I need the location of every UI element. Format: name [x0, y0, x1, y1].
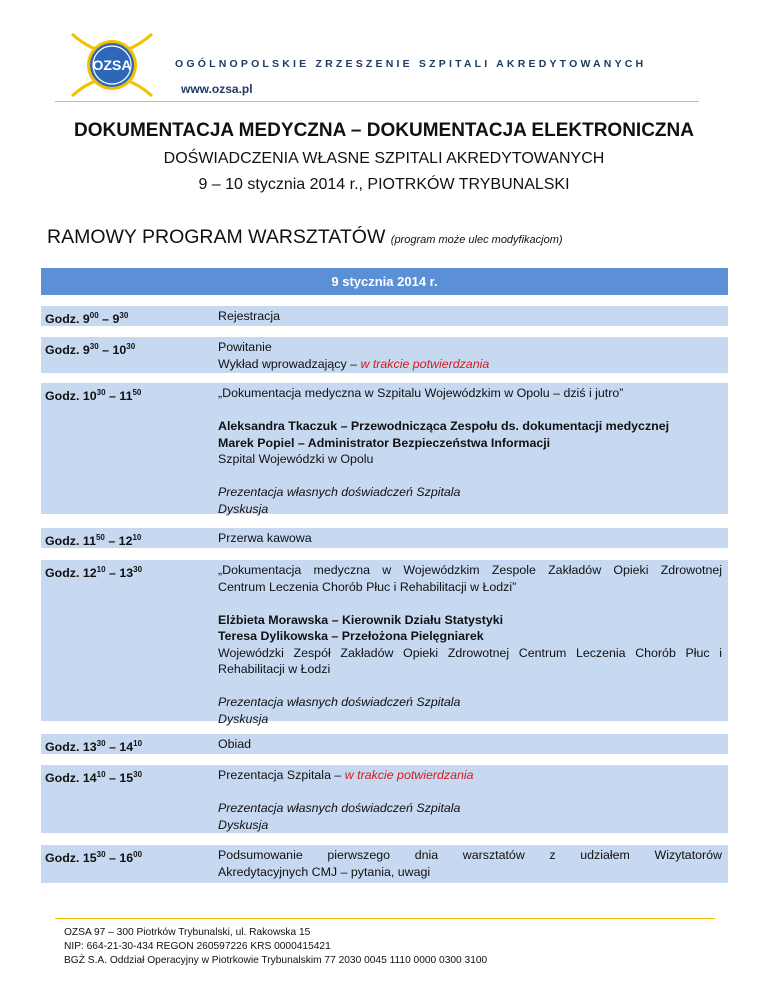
session-time: Godz. $9^{30} - 10^{30}$ [45, 342, 136, 358]
session-row [41, 734, 728, 754]
session-title: Podsumowanie pierwszego dnia warsztatów z udziałem Wizytatorów [218, 848, 722, 862]
institution: Rehabilitacji w Łodzi [218, 662, 331, 676]
session-title: Prezentacja Szpitala – w trakcie potwierdzania [218, 768, 474, 782]
footer-registry: NIP: 664-21-30-434 REGON 260597226 KRS 0000415421 [64, 941, 331, 952]
session-time: Godz. $15^{30} - 16^{00}$ [45, 850, 143, 866]
pending-badge: w trakcie potwierdzania [360, 356, 490, 371]
footer [64, 926, 487, 968]
speaker: Aleksandra Tkaczuk – Przewodnicząca Zespołu ds. dokumentacji medycznej [218, 419, 670, 433]
session-row [41, 845, 728, 883]
session-note: Prezentacja własnych doświadczeń Szpitala [218, 801, 461, 815]
header-divider [55, 101, 699, 102]
speaker: Elżbieta Morawska – Kierownik Działu Statystyki [218, 612, 504, 627]
speaker: Marek Popiel – Administrator Bezpieczeństwa Informacji [218, 435, 551, 450]
session-time: Godz. $9^{00} - 9^{30}$ [45, 311, 129, 327]
footer-bank: BGŻ S.A. Oddział Operacyjny w Piotrkowie Trybunalskim 77 2030 0045 1110 0000 0300 3100 [64, 955, 488, 966]
session-time: Godz. $14^{10} - 15^{30}$ [45, 770, 143, 786]
session-time: Godz. $11^{50} - 12^{10}$ [45, 533, 142, 549]
session-time: Godz. $12^{10} - 13^{30}$ [45, 565, 143, 581]
session-time: Godz. $13^{30} - 14^{10}$ [45, 739, 143, 755]
session-row [41, 560, 728, 726]
page-title: DOKUMENTACJA MEDYCZNA – DOKUMENTACJA ELEKTRONICZNA [74, 120, 694, 141]
institution: Wojewódzki Zespół Zakładów Opieki Zdrowotnej Centrum Leczenia Chorób Płuc i [218, 645, 722, 660]
session-note: Prezentacja własnych doświadczeń Szpitala [218, 695, 461, 709]
ozsa-logo [66, 30, 158, 100]
session-note: Dyskusja [218, 817, 269, 832]
logo-text: OZSA [92, 57, 132, 73]
session-time: Godz. $10^{30} - 11^{50}$ [45, 388, 142, 404]
session-topic: „Dokumentacja medyczna w Wojewódzkim Zespole Zakładów Opieki Zdrowotnej [218, 563, 722, 577]
session-row [41, 337, 728, 373]
session-row [41, 306, 728, 326]
program-heading-text: RAMOWY PROGRAM WARSZTATÓW [47, 226, 386, 248]
session-note: Prezentacja własnych doświadczeń Szpitala [218, 485, 461, 499]
session-title: Akredytacyjnych CMJ – pytania, uwagi [218, 864, 431, 879]
session-note: Dyskusja [218, 501, 269, 516]
session-row [41, 528, 728, 548]
event-dateline: 9 – 10 stycznia 2014 r., PIOTRKÓW TRYBUNALSKI [198, 176, 570, 193]
footer-address: OZSA 97 – 300 Piotrków Trybunalski, ul. Rakowska 15 [64, 927, 311, 938]
session-title: Rejestracja [218, 309, 280, 323]
page-subtitle: DOŚWIADCZENIA WŁASNE SZPITALI AKREDYTOWANYCH [163, 150, 605, 167]
footer-divider [55, 918, 715, 919]
session-note: Dyskusja [218, 711, 269, 726]
pending-badge: w trakcie potwierdzania [344, 768, 474, 782]
speaker: Teresa Dylikowska – Przełożona Pielęgniarek [218, 629, 484, 643]
session-row [41, 383, 728, 514]
session-title: Powitanie [218, 340, 272, 354]
session-title: Obiad [218, 737, 252, 751]
session-title: Przerwa kawowa [218, 531, 312, 545]
session-topic: „Dokumentacja medyczna w Szpitalu Wojewódzkim w Opolu – dziś i jutro” [218, 386, 624, 400]
institution: Szpital Wojewódzki w Opolu [218, 452, 374, 466]
session-topic: Centrum Leczenia Chorób Płuc i Rehabilitacji w Łodzi” [218, 579, 517, 594]
day-header: 9 stycznia 2014 r. [41, 268, 728, 295]
session-line: Wykład wprowadzający – w trakcie potwierdzania [218, 356, 490, 371]
program-heading [47, 226, 563, 249]
session-row [41, 765, 728, 833]
org-url[interactable]: www.ozsa.pl [181, 82, 253, 96]
program-note: (program może ulec modyfikacjom) [390, 234, 563, 246]
org-name: OGÓLNOPOLSKIE ZRZESZENIE SZPITALI AKREDYTOWANYCH [175, 58, 647, 70]
